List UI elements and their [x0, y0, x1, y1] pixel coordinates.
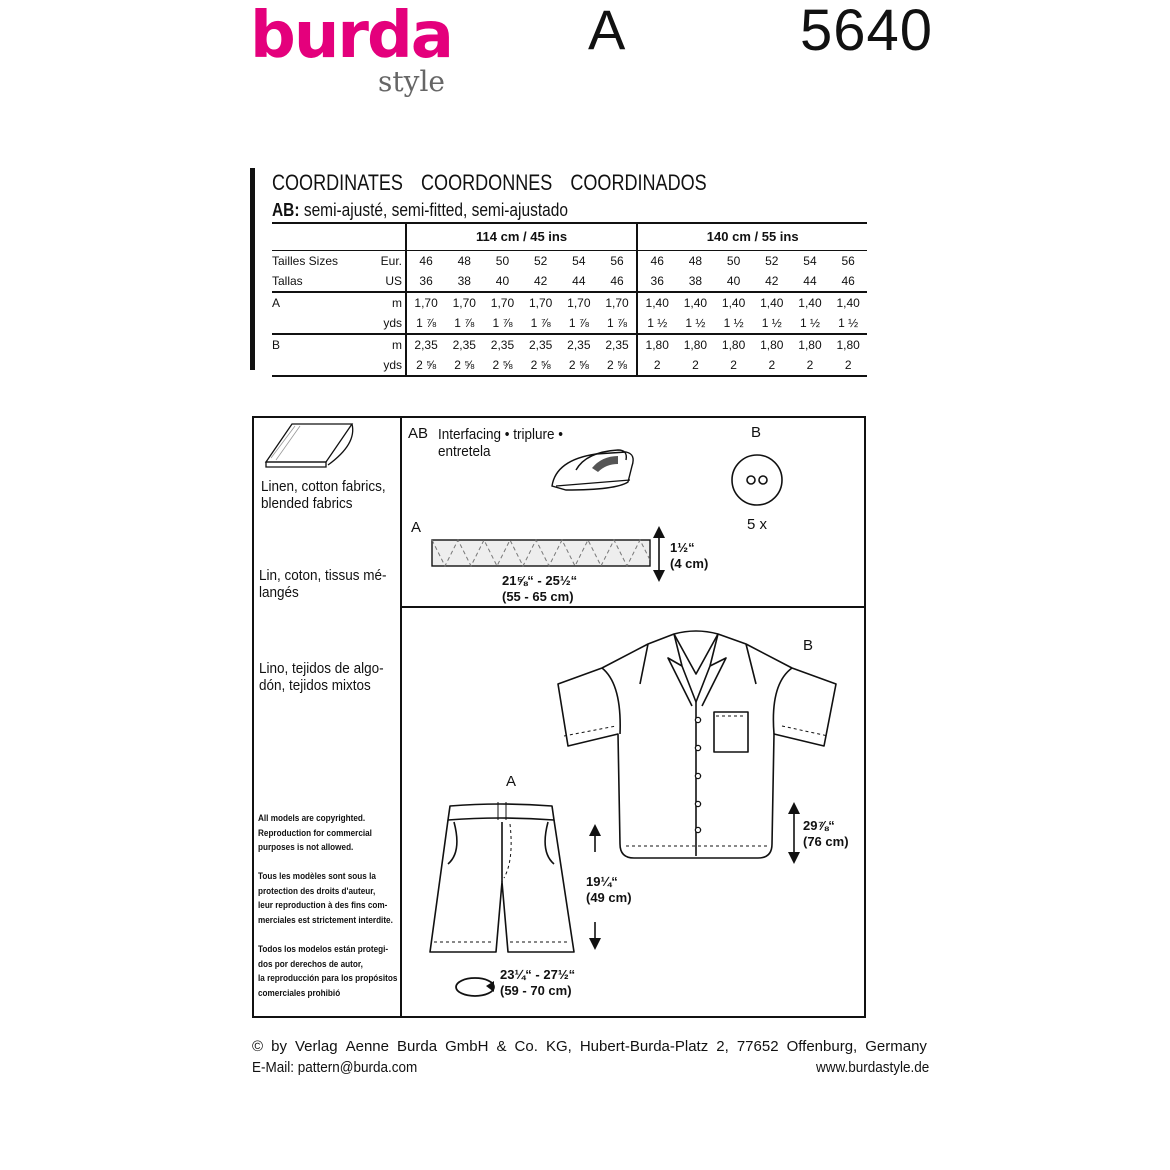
table-cell: 1 ⅞	[445, 313, 483, 334]
table-cell: 1,40	[645, 296, 669, 310]
fabric-es	[259, 660, 384, 694]
copyright-line: Todos los modelos están protegi-	[258, 944, 389, 955]
eur-size: 48	[457, 254, 471, 268]
copyright-line: leur reproduction à des fins com-	[258, 900, 388, 912]
yardage-table	[272, 222, 867, 377]
title-en: COORDINATES	[272, 170, 403, 195]
width-114-header: 114 cm / 45 ins	[406, 223, 637, 251]
shirt-view-label: B	[803, 637, 814, 654]
table-cell: 2,35	[528, 338, 553, 352]
table-cell: 2	[715, 355, 753, 376]
iron-icon	[546, 442, 638, 494]
button-view-label: B	[751, 424, 762, 441]
publisher-word: &	[496, 1038, 507, 1055]
publisher-word: 2,	[716, 1038, 729, 1055]
fabric-en-line: Linen, cotton fabrics,	[261, 478, 386, 495]
fabric-en	[261, 478, 386, 512]
fit-description	[272, 201, 568, 219]
table-cell: 1,70	[414, 296, 438, 310]
table-cell: 1 ⅞	[406, 313, 445, 334]
eur-size: 56	[598, 251, 637, 272]
copyright-line: la reproducción para los propósitos	[258, 973, 398, 985]
eur-size: 48	[688, 254, 703, 268]
copyright-line: comerciales prohibió	[258, 987, 341, 999]
table-cell: 2	[791, 355, 829, 376]
copyright-line: Reproduction for commercial	[258, 827, 372, 839]
strip-length-line: (55 - 65 cm)	[502, 589, 574, 604]
coordinates-title	[272, 172, 725, 194]
table-cell: 2,35	[452, 338, 476, 352]
table-cell: 1,70	[452, 296, 476, 310]
copyright-line: protection des droits d'auteur,	[258, 885, 376, 897]
title-fr: COORDONNES	[421, 170, 553, 195]
view-letter: A	[588, 0, 626, 61]
table-cell: 1,70	[490, 296, 515, 310]
table-cell: 1 ⅞	[560, 313, 598, 334]
fabric-fr-line: langés	[259, 584, 299, 601]
view-a-m-row	[272, 292, 867, 313]
us-size: 42	[753, 271, 791, 292]
view-label: A	[272, 296, 281, 310]
table-cell: 2,35	[414, 338, 438, 352]
eur-size: 52	[765, 254, 779, 268]
publisher-word: by	[271, 1038, 287, 1055]
strip-length	[502, 573, 577, 605]
publisher-word: Verlag	[295, 1038, 338, 1055]
website-link[interactable]: www.burdastyle.de	[816, 1059, 930, 1076]
publisher-word: Aenne	[345, 1038, 389, 1055]
fabric-es-line: Lino, tejidos de algo-	[259, 660, 384, 677]
section-bar	[250, 168, 255, 370]
table-cell: 2	[829, 355, 867, 376]
us-size: 42	[522, 271, 560, 292]
table-cell: 2	[753, 355, 791, 376]
shorts-waist-line: 23¼“ - 27½“	[500, 967, 576, 982]
shorts-illustration	[426, 800, 576, 960]
interfacing-text	[438, 426, 563, 460]
table-cell: 2 ⅝	[483, 355, 521, 376]
us-size: 44	[560, 271, 598, 292]
brand-name: burda	[250, 0, 452, 73]
copyright-symbol: ©	[252, 1038, 264, 1055]
fabric-es-line: dón, tejidos mixtos	[259, 677, 371, 694]
shorts-view-label: A	[506, 773, 517, 790]
table-cell: 1 ⅞	[522, 313, 560, 334]
table-cell: 1,80	[798, 338, 822, 352]
eur-size: 50	[495, 254, 510, 268]
table-cell: 1 ⅞	[483, 313, 521, 334]
eur-size: 54	[572, 254, 586, 268]
table-cell: 1,40	[798, 296, 822, 310]
interfacing-view-label: AB	[408, 425, 429, 442]
fabric-fr-line: Lin, coton, tissus mé-	[259, 567, 387, 584]
table-cell: 2 ⅝	[560, 355, 598, 376]
fit-text: semi-ajusté, semi-fitted, semi-ajustado	[303, 200, 568, 220]
title-es: COORDINADOS	[570, 170, 707, 195]
table-cell: 2	[676, 355, 714, 376]
publisher-word: Burda	[397, 1038, 438, 1055]
eur-size: 52	[533, 254, 548, 268]
table-cell: 2 ⅝	[445, 355, 483, 376]
table-cell: 2,35	[567, 338, 591, 352]
view-b-m-row	[272, 334, 867, 355]
size-label: Tailles Sizes	[272, 254, 339, 268]
brand-sub: style	[378, 65, 445, 98]
pattern-number: 5640	[800, 0, 934, 63]
publisher-word: Germany	[865, 1038, 927, 1055]
table-cell: 1,40	[760, 296, 784, 310]
us-size: 44	[791, 271, 829, 292]
table-cell: 1,80	[683, 338, 708, 352]
fabric-bolt-icon	[262, 420, 358, 470]
publisher-word: Offenburg,	[786, 1038, 858, 1055]
email-link[interactable]: E-Mail: pattern@burda.com	[252, 1059, 418, 1076]
eur-size: 46	[650, 254, 664, 268]
fabric-en-line: blended fabrics	[261, 495, 353, 512]
us-size: 38	[445, 271, 483, 292]
table-cell: 1,70	[528, 296, 553, 310]
publisher-word: KG,	[545, 1038, 572, 1055]
eur-label: Eur.	[366, 251, 406, 272]
eur-size: 46	[419, 254, 433, 268]
table-cell: 1,70	[567, 296, 591, 310]
shorts-length-line: 19¼“	[586, 874, 618, 889]
table-cell: 1 ½	[829, 313, 867, 334]
copyright-fr	[258, 870, 393, 928]
strip-height-line: 1½“	[670, 540, 695, 555]
eur-size-row	[272, 251, 867, 272]
table-cell: 2 ⅝	[406, 355, 445, 376]
table-cell: 2 ⅝	[522, 355, 560, 376]
table-cell: 1,40	[721, 296, 746, 310]
view-b-yds-row	[272, 355, 867, 376]
us-size: 40	[483, 271, 521, 292]
copyright-line: All models are copyrighted.	[258, 813, 366, 824]
us-size: 40	[715, 271, 753, 292]
shorts-waist	[500, 967, 575, 999]
table-cell: 1 ⅞	[598, 313, 637, 334]
interfacing-line: Interfacing • triplure •	[438, 426, 564, 443]
table-cell: 1,80	[721, 338, 746, 352]
unit-m: m	[366, 292, 406, 313]
table-cell: 2,35	[598, 334, 637, 355]
us-size: 36	[406, 271, 445, 292]
unit-yds: yds	[366, 355, 406, 376]
us-size: 36	[637, 271, 676, 292]
publisher-word: 77652	[736, 1038, 779, 1055]
interfacing-line: entretela	[438, 443, 491, 460]
shorts-waist-line: (59 - 70 cm)	[500, 983, 572, 998]
table-cell: 1 ½	[753, 313, 791, 334]
copyright-en	[258, 812, 372, 856]
us-label: US	[366, 271, 406, 292]
shirt-length-line: (76 cm)	[803, 834, 849, 849]
box-divider-horizontal	[402, 606, 864, 608]
eur-size: 54	[803, 254, 817, 268]
us-size-row	[272, 271, 867, 292]
copyright-es	[258, 943, 397, 1001]
size-label-es: Tallas	[272, 271, 366, 292]
publisher-line	[252, 1039, 927, 1054]
view-label: B	[272, 338, 281, 352]
shorts-length-line: (49 cm)	[586, 890, 632, 905]
copyright-line: merciales est strictement interdite.	[258, 914, 393, 926]
table-cell: 1,80	[760, 338, 784, 352]
shirt-length-arrow	[786, 800, 802, 866]
us-size: 38	[676, 271, 714, 292]
table-cell: 1 ½	[676, 313, 714, 334]
table-cell: 2,35	[490, 338, 515, 352]
strip-length-line: 21⅝“ - 25½“	[502, 573, 578, 588]
copyright-line: purposes is not allowed.	[258, 842, 354, 854]
button-count: 5 x	[747, 516, 768, 533]
burda-style-logo	[250, 0, 465, 105]
table-header-row	[272, 223, 867, 251]
table-cell: 1 ½	[791, 313, 829, 334]
us-size: 46	[829, 271, 867, 292]
shorts-length	[586, 874, 632, 906]
table-cell: 2	[637, 355, 676, 376]
table-cell: 1 ½	[715, 313, 753, 334]
publisher-word: GmbH	[445, 1038, 489, 1055]
table-cell: 1,80	[645, 338, 669, 352]
publisher-word: Hubert-Burda-Platz	[579, 1038, 709, 1055]
shirt-length	[803, 818, 849, 850]
fit-prefix: AB:	[272, 200, 300, 220]
table-cell: 1 ½	[637, 313, 676, 334]
waist-measure-icon	[452, 972, 498, 1002]
button-icon	[729, 452, 785, 508]
eur-size: 50	[726, 254, 741, 268]
fabric-fr	[259, 567, 387, 601]
eur-size: 56	[841, 254, 855, 268]
unit-m: m	[366, 334, 406, 355]
table-cell: 1,40	[683, 296, 708, 310]
table-cell: 2 ⅝	[598, 355, 637, 376]
strip-height-line: (4 cm)	[670, 556, 709, 571]
publisher-word: Co.	[514, 1038, 538, 1055]
shirt-length-line: 29⅞“	[803, 818, 835, 833]
width-140-header: 140 cm / 55 ins	[637, 223, 867, 251]
strip-height	[670, 540, 708, 572]
box-divider-vertical	[400, 418, 402, 1016]
copyright-line: Tous les modèles sont sous la	[258, 871, 376, 882]
table-cell: 1,80	[836, 338, 860, 352]
view-a-yds-row	[272, 313, 867, 334]
unit-yds: yds	[366, 313, 406, 334]
strip-view-label: A	[411, 519, 422, 536]
copyright-line: dos por derechos de autor,	[258, 958, 363, 970]
us-size: 46	[598, 271, 637, 292]
table-cell: 1,70	[598, 292, 637, 313]
table-cell: 1,40	[836, 296, 860, 310]
